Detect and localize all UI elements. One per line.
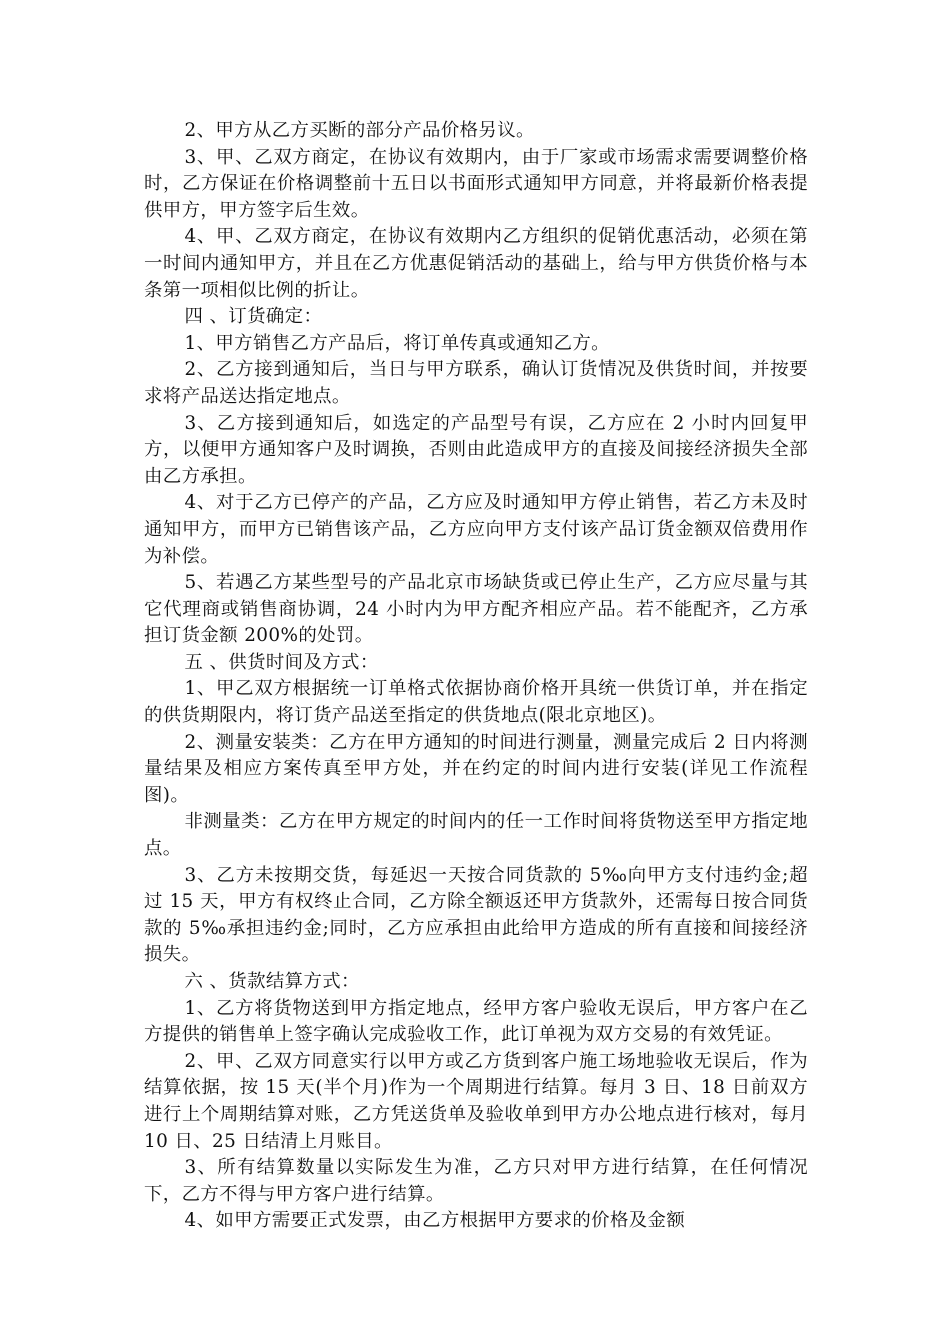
paragraph: 5、若遇乙方某些型号的产品北京市场缺货或已停止生产，乙方应尽量与其它代理商或销售商协调，24 小时内为甲方配齐相应产品。若不能配齐，乙方承担订货金额 200%的处罚。	[144, 572, 808, 647]
section-heading: 四 、订货确定：	[184, 306, 323, 328]
section-heading: 六 、货款结算方式：	[184, 971, 360, 992]
paragraph: 2、甲、乙双方同意实行以甲方或乙方货到客户施工场地验收无误后，作为结算依据，按 15 天(半个月)作为一个周期进行结算。每月 3 日、18 日前双方进行上个周期结算对账，乙方凭送货单及验收单到甲方办公地点进行核对，每月 10 日、25 日结清上月账目。	[144, 1050, 808, 1152]
paragraph: 4、如甲方需要正式发票，由乙方根据甲方要求的价格及金额	[184, 1210, 686, 1232]
document-body	[144, 118, 808, 1235]
section-heading: 五 、供货时间及方式：	[184, 651, 379, 673]
paragraph: 非测量类：乙方在甲方规定的时间内的任一工作时间将货物送至甲方指定地点。	[144, 811, 808, 860]
paragraph: 1、甲方销售乙方产品后，将订单传真或通知乙方。	[184, 332, 610, 354]
paragraph: 3、所有结算数量以实际发生为准，乙方只对甲方进行结算，在任何情况下，乙方不得与甲方客户进行结算。	[144, 1157, 808, 1205]
paragraph: 4、对于乙方已停产的产品，乙方应及时通知甲方停止销售，若乙方未及时通知甲方，而甲方已销售该产品，乙方应向甲方支付该产品订货金额双倍费用作为补偿。	[144, 492, 808, 567]
paragraph: 4、甲、乙双方商定，在协议有效期内乙方组织的促销优惠活动，必须在第一时间内通知甲方，并且在乙方优惠促销活动的基础上，给与甲方供货价格与本条第一项相似比例的折让。	[144, 226, 808, 301]
paragraph: 3、乙方接到通知后，如选定的产品型号有误，乙方应在 2 小时内回复甲方，以便甲方通知客户及时调换，否则由此造成甲方的直接及间接经济损失全部由乙方承担。	[144, 412, 808, 487]
paragraph: 2、乙方接到通知后，当日与甲方联系，确认订货情况及供货时间，并按要求将产品送达指定地点。	[144, 359, 808, 407]
paragraph: 1、甲乙双方根据统一订单格式依据协商价格开具统一供货订单，并在指定的供货期限内，将订货产品送至指定的供货地点(限北京地区)。	[144, 678, 808, 727]
paragraph: 1、乙方将货物送到甲方指定地点，经甲方客户验收无误后，甲方客户在乙方提供的销售单上签字确认完成验收工作，此订单视为双方交易的有效凭证。	[144, 997, 808, 1046]
paragraph: 3、乙方未按期交货，每延迟一天按合同货款的 5‰向甲方支付违约金;超过 15 天，甲方有权终止合同，乙方除全额返还甲方货款外，还需每日按合同货款的 5‰承担违约金;同时，乙方应承担由此给甲方造成的所有直接和间接经济损失。	[144, 864, 808, 966]
paragraph: 2、测量安装类：乙方在甲方通知的时间进行测量，测量完成后 2 日内将测量结果及相应方案传真至甲方处，并在约定的时间内进行安装(详见工作流程图)。	[144, 731, 808, 806]
paragraph: 3、甲、乙双方商定，在协议有效期内，由于厂家或市场需求需要调整价格时，乙方保证在价格调整前十五日以书面形式通知甲方同意，并将最新价格表提供甲方，甲方签字后生效。	[144, 146, 808, 221]
paragraph: 2、甲方从乙方买断的部分产品价格另议。	[184, 120, 535, 141]
